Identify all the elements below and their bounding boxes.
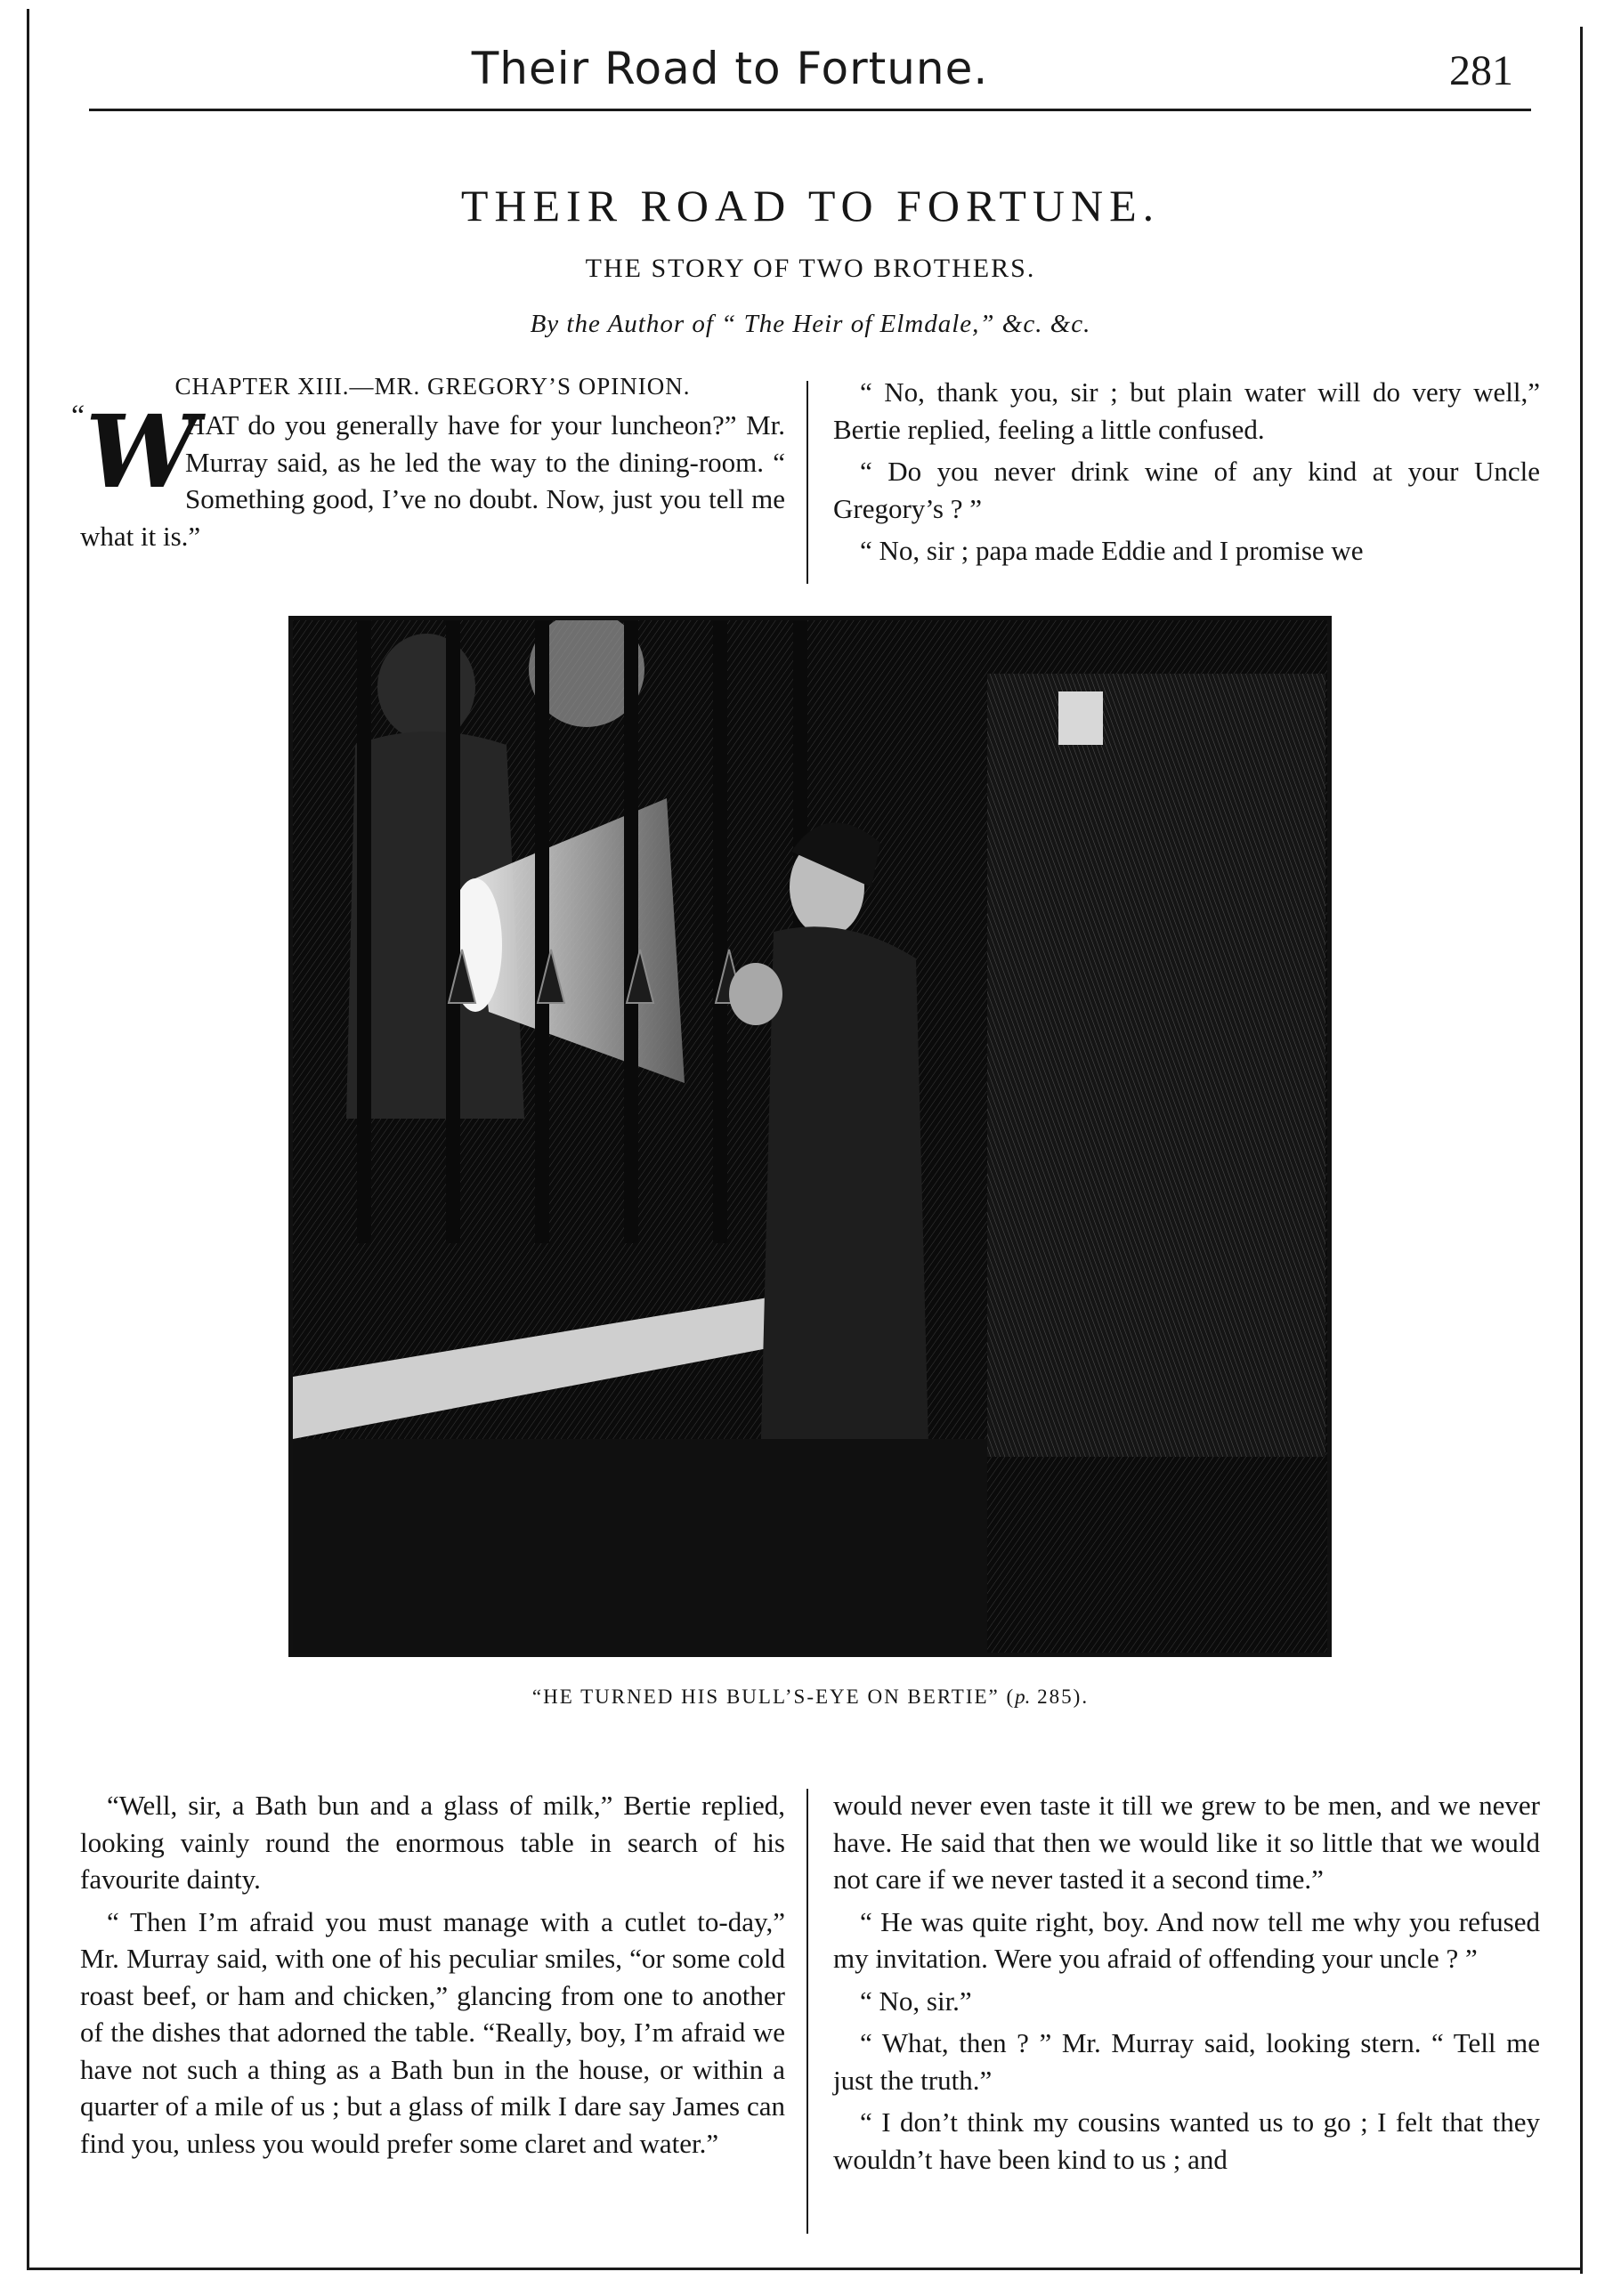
paragraph: “ No, sir ; papa made Eddie and I promise we <box>860 535 1364 566</box>
top-right-column <box>833 374 1540 570</box>
ground-shadow <box>293 1439 987 1653</box>
page-number: 281 <box>1449 47 1513 94</box>
window-curtain <box>987 674 1325 1457</box>
paragraph: “ No, sir.” <box>860 1985 972 2017</box>
top-left-column <box>71 369 785 554</box>
caption-end: 285). <box>1030 1686 1090 1708</box>
paragraph: “ He was quite right, boy. And now tell me why you refused my invitation. Were you afraid of offending your uncle ? ” <box>833 1905 1540 1974</box>
illustration-engraving <box>288 616 1332 1657</box>
opening-quote-mark: “ <box>71 400 85 433</box>
byline <box>0 310 1621 339</box>
top-column-divider <box>806 381 808 584</box>
window-light <box>1058 691 1103 745</box>
caption-main: “HE TURNED HIS BULL’S-EYE ON BERTIE” ( <box>531 1686 1016 1708</box>
paragraph: “ No, thank you, sir ; but plain water will do very well,” Bertie replied, feeling a little confused. <box>833 376 1540 445</box>
drop-cap-letter: W <box>85 394 198 511</box>
paragraph: “ I don’t think my cousins wanted us to go ; I felt that they wouldn’t have been kind to us ; and <box>833 2106 1540 2175</box>
illustration-caption <box>0 1686 1621 1709</box>
byline-work-title: The Heir of Elmdale, <box>743 310 980 338</box>
running-title: Their Road to Fortune. <box>471 43 989 94</box>
chapter-heading: CHAPTER XIII.—MR. GREGORY’S OPINION. <box>174 373 691 400</box>
bottom-left-column <box>80 1787 785 2162</box>
page-border-left <box>27 9 29 2269</box>
paragraph: “ Do you never drink wine of any kind at your Uncle Gregory’s ? ” <box>833 456 1540 524</box>
paragraph: “ What, then ? ” Mr. Murray said, looking stern. “ Tell me just the truth.” <box>833 2027 1540 2096</box>
bottom-column-divider <box>806 1789 808 2234</box>
story-subtitle: THE STORY OF TWO BROTHERS. <box>585 254 1036 283</box>
engraving-scene <box>293 620 1327 1653</box>
header-rule <box>89 109 1531 111</box>
paragraph: “ Then I’m afraid you must manage with a cutlet to-day,” Mr. Murray said, with one of his peculiar smiles, “or some cold roast beef, or ham and chicken,” glancing from one to another of the dishes that adorned the table. “Really, boy, I’m afraid we have not such a thing as a Bath bun in the house, or within a quarter of a mile of us ; but a glass of milk I dare say James can find you, unless you would prefer some claret and water.” <box>80 1905 785 2159</box>
paragraph: “Well, sir, a Bath bun and a glass of milk,” Bertie replied, looking vainly round the enormous table in search of his favourite dainty. <box>80 1790 785 1895</box>
byline-suffix: ” &c. &c. <box>979 310 1091 338</box>
page-border-bottom <box>27 2268 1583 2270</box>
byline-prefix: By the Author of “ <box>530 310 744 338</box>
page-border-right <box>1580 27 1583 2274</box>
bottom-right-column <box>833 1787 1540 2178</box>
first-paragraph-text: HAT do you generally have for your luncheon?” Mr. Murray said, as he led the way to the dining-room. “ Something good, I’ve no doubt. Now, just you tell me what it is.” <box>80 409 785 552</box>
paragraph: would never even taste it till we grew to be men, and we never have. He said that then we would like it so little that we would not care if we never tasted it a second time.” <box>833 1790 1540 1895</box>
caption-page-ref: p. <box>1015 1686 1031 1708</box>
opening-paragraph <box>71 394 785 554</box>
story-title: THEIR ROAD TO FORTUNE. <box>460 181 1161 230</box>
